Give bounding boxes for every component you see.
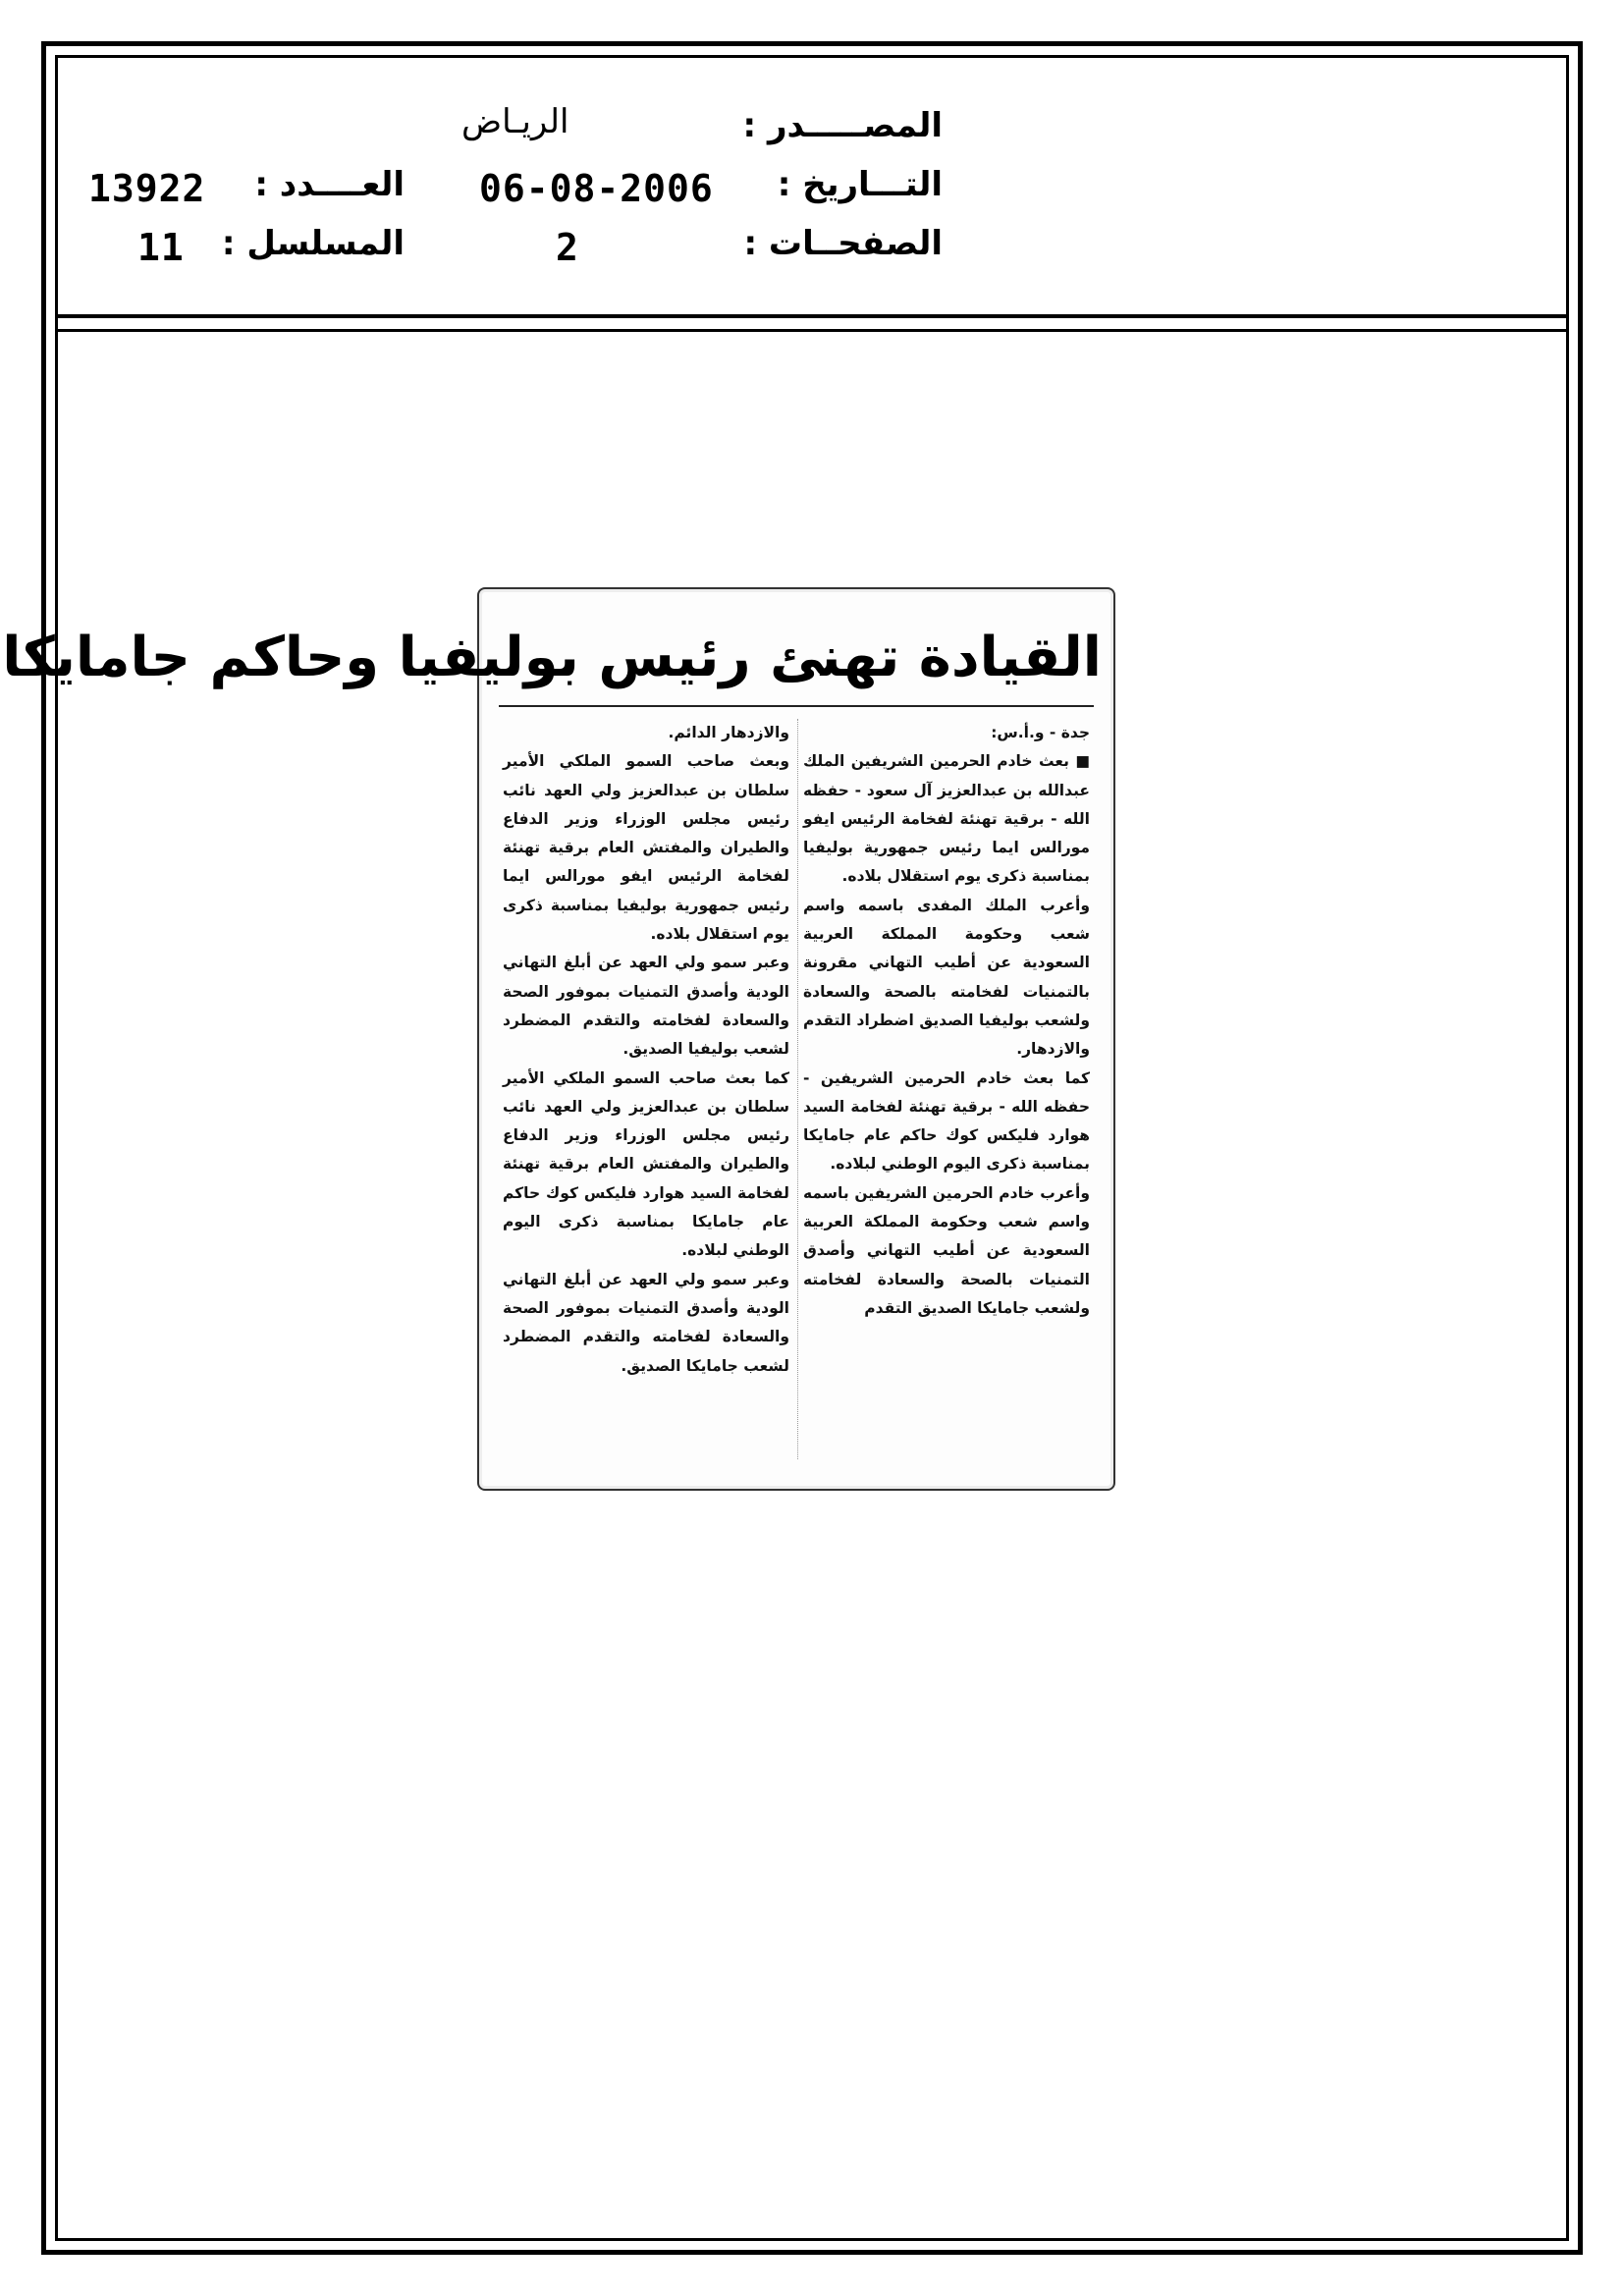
paragraph: وعبر سمو ولي العهد عن أبلغ التهاني الودية وأصدق التمنيات بموفور الصحة والسعادة لفخامته والتقدم المضطرد لشعب جامايكا الصديق. xyxy=(503,1270,789,1375)
article-headline: القيادة تهنئ رئيس بوليفيا وحاكم جامايكا xyxy=(2,626,1102,689)
date-value: 06-08-2006 xyxy=(479,167,714,210)
source-value: الريـاض xyxy=(461,102,569,141)
issue-value: 13922 xyxy=(88,167,206,210)
paragraph: ■ بعث خادم الحرمين الشريفين الملك عبدالله بن عبدالعزيز آل سعود - حفظه الله - برقية تهنئة لفخامة الرئيس ايفو مورالس ايما رئيس جمهورية بوليفيا بمناسبة ذكرى يوم استقلال بلاده. xyxy=(803,752,1090,886)
pages-label: الصفحــات : xyxy=(743,224,943,263)
paragraph: وعبر سمو ولي العهد عن أبلغ التهاني الودية وأصدق التمنيات بموفور الصحة والسعادة لفخامته والتقدم المضطرد لشعب بوليفيا الصديق. xyxy=(503,954,789,1059)
article-column-left xyxy=(503,719,789,1381)
serial-label: المسلسل : xyxy=(221,224,405,263)
paragraph: وأعرب الملك المفدى باسمه واسم شعب وحكومة المملكة العربية السعودية عن أطيب التهاني مقرونة بالتمنيات لفخامته بالصحة والسعادة ولشعب بوليفيا الصديق اضطراد التقدم والازدهار. xyxy=(803,896,1090,1059)
paragraph: وأعرب خادم الحرمين الشريفين باسمه واسم شعب وحكومة المملكة العربية السعودية عن أطيب التهاني وأصدق التمنيات بالصحة والسعادة لفخامته ولشعب جامايكا الصديق التقدم xyxy=(803,1183,1090,1317)
source-label: المصـــــدر : xyxy=(742,106,943,145)
date-label: التـــاريخ : xyxy=(777,165,943,204)
headline-rule xyxy=(499,705,1094,707)
paragraph: وبعث صاحب السمو الملكي الأمير سلطان بن عبدالعزيز ولي العهد نائب رئيس مجلس الوزراء وزير الدفاع والطيران والمفتش العام برقية تهنئة لفخامة الرئيس ايفو مورالس ايما رئيس جمهورية بوليفيا بمناسبة ذكرى يوم استقلال بلاده. xyxy=(503,752,789,944)
paragraph: والازدهار الدائم. xyxy=(668,724,789,741)
paragraph: كما بعث خادم الحرمين الشريفين - حفظه الله - برقية تهنئة لفخامة السيد هوارد فليكس كوك حاكم عام جامايكا بمناسبة ذكرى اليوم الوطني لبلاده. xyxy=(803,1068,1090,1174)
paragraph: جدة - و.أ.س: xyxy=(991,724,1090,741)
pages-value: 2 xyxy=(556,226,579,269)
column-separator xyxy=(797,719,798,1459)
serial-value: 11 xyxy=(137,226,185,269)
article-column-right xyxy=(803,719,1090,1323)
header-divider xyxy=(55,314,1569,332)
paragraph: كما بعث صاحب السمو الملكي الأمير سلطان بن عبدالعزيز ولي العهد نائب رئيس مجلس الوزراء وزير الدفاع والطيران والمفتش العام برقية تهنئة لفخامة السيد هوارد فليكس كوك حاكم عام جامايكا بمناسبة ذكرى اليوم الوطني لبلاده. xyxy=(503,1068,789,1260)
newspaper-clipping xyxy=(2,587,1115,1491)
issue-label: العــــدد : xyxy=(254,165,405,204)
